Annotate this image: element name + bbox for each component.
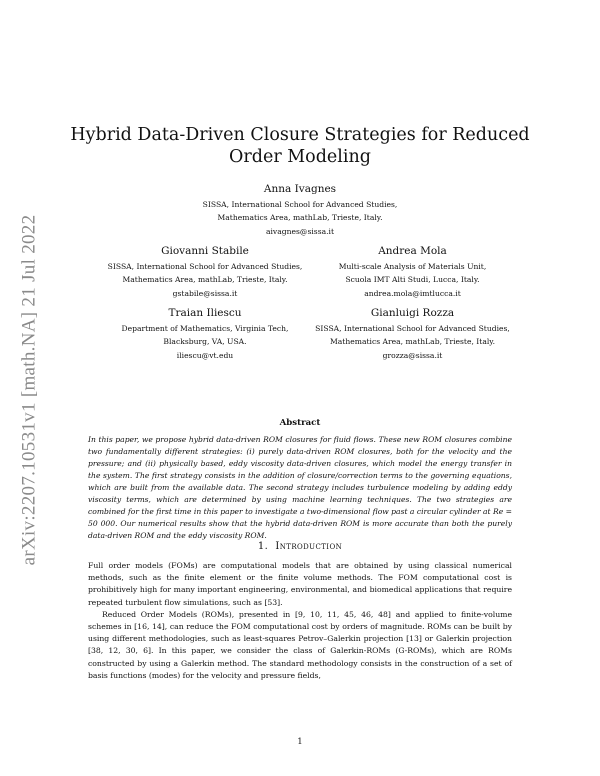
paragraph: Reduced Order Models (ROMs), presented in [9, 10, 11, 45, 46, 48] and applied to finite-volume schemes in [16, 14], can reduce the FOM computational cost by orders of magnitude. ROMs can be built by using different methodologies, such as least-squares Petrov–Galerkin projection [13] or Galerkin projection [38, 12, 30, 6]. In this paper, we consider the class of Galerkin-ROMs (G-ROMs), which are ROMs constructed by using a Galerkin method. The standard methodology consists in the construction of a set of basis functions (modes) for the velocity and pressure fields, xyxy=(88,609,512,680)
author-block-ivagnes xyxy=(180,182,420,239)
introduction-body xyxy=(88,560,512,682)
author-affiliation-line: SISSA, International School for Advanced Studies, xyxy=(315,324,510,333)
author-name: Traian Iliescu xyxy=(168,307,242,319)
paper-title: Hybrid Data-Driven Closure Strategies for Reduced Order Modeling xyxy=(70,125,530,167)
abstract-body: In this paper, we propose hybrid data-driven ROM closures for fluid flows. These new ROM closures combine two fundamentally different strategies: (i) purely data-driven ROM closures, both for the velocity and the pressure; and (ii) physically based, eddy viscosity data-driven closures, which model the energy transfer in the system. The first strategy consists in the addition of closure/correction terms to the governing equations, which are built from the available data. The second strategy includes turbulence modeling by adding eddy viscosity terms, which are determined by using machine learning techniques. The two strategies are combined for the first time in this paper to investigate a two-dimensional flow past a circular cylinder at Re = 50 000. Our numerical results show that the hybrid data-driven ROM is more accurate than both the purely data-driven ROM and the eddy viscosity ROM. xyxy=(88,435,512,540)
section-heading xyxy=(100,541,500,552)
author-affiliation-line: Scuola IMT Alti Studi, Lucca, Italy. xyxy=(345,274,480,284)
author-name: Gianluigi Rozza xyxy=(370,307,455,319)
author-email: andrea.mola@imtlucca.it xyxy=(364,289,461,298)
author-affiliation-line: Mathematics Area, mathLab, Trieste, Italy. xyxy=(330,336,495,346)
author-block-rozza xyxy=(285,306,540,363)
author-affiliation-line: Blacksburg, VA, USA. xyxy=(163,336,247,346)
abstract-heading: Abstract xyxy=(279,418,321,428)
author-email: gstabile@sissa.it xyxy=(172,289,238,298)
author-block-stabile xyxy=(90,244,320,301)
author-email: aivagnes@sissa.it xyxy=(265,227,335,236)
author-affiliation-line: Mathematics Area, mathLab, Trieste, Italy. xyxy=(217,212,383,222)
author-name: Anna Ivagnes xyxy=(263,183,337,195)
page-number: 1 xyxy=(297,737,303,747)
author-affiliation-line: Mathematics Area, mathLab, Trieste, Italy. xyxy=(122,274,288,284)
author-affiliation-line: Multi-scale Analysis of Materials Unit, xyxy=(338,262,487,271)
arxiv-identifier-stamp xyxy=(9,190,49,590)
author-affiliation-line: SISSA, International School for Advanced Studies, xyxy=(202,200,398,209)
section-title: Introduction xyxy=(275,541,343,552)
author-name: Giovanni Stabile xyxy=(161,245,249,257)
author-block-mola xyxy=(300,244,525,301)
section-number: 1. xyxy=(257,541,269,552)
author-affiliation-line: SISSA, International School for Advanced Studies, xyxy=(107,262,303,271)
paragraph: Full order models (FOMs) are computational models that are obtained by using classical numerical methods, such as the finite element or the finite volume methods. The FOM computational cost is prohibitively high for many important engineering, environmental, and biomedical applications that require repeated turbulent flow simulations, such as [53]. xyxy=(88,561,512,607)
author-email: grozza@sissa.it xyxy=(382,351,443,360)
arxiv-identifier-text: arXiv:2207.10531v1 [math.NA] 21 Jul 2022 xyxy=(18,214,39,566)
author-email: iliescu@vt.edu xyxy=(176,351,234,360)
author-affiliation-line: Department of Mathematics, Virginia Tech, xyxy=(121,324,289,333)
author-name: Andrea Mola xyxy=(378,245,447,257)
